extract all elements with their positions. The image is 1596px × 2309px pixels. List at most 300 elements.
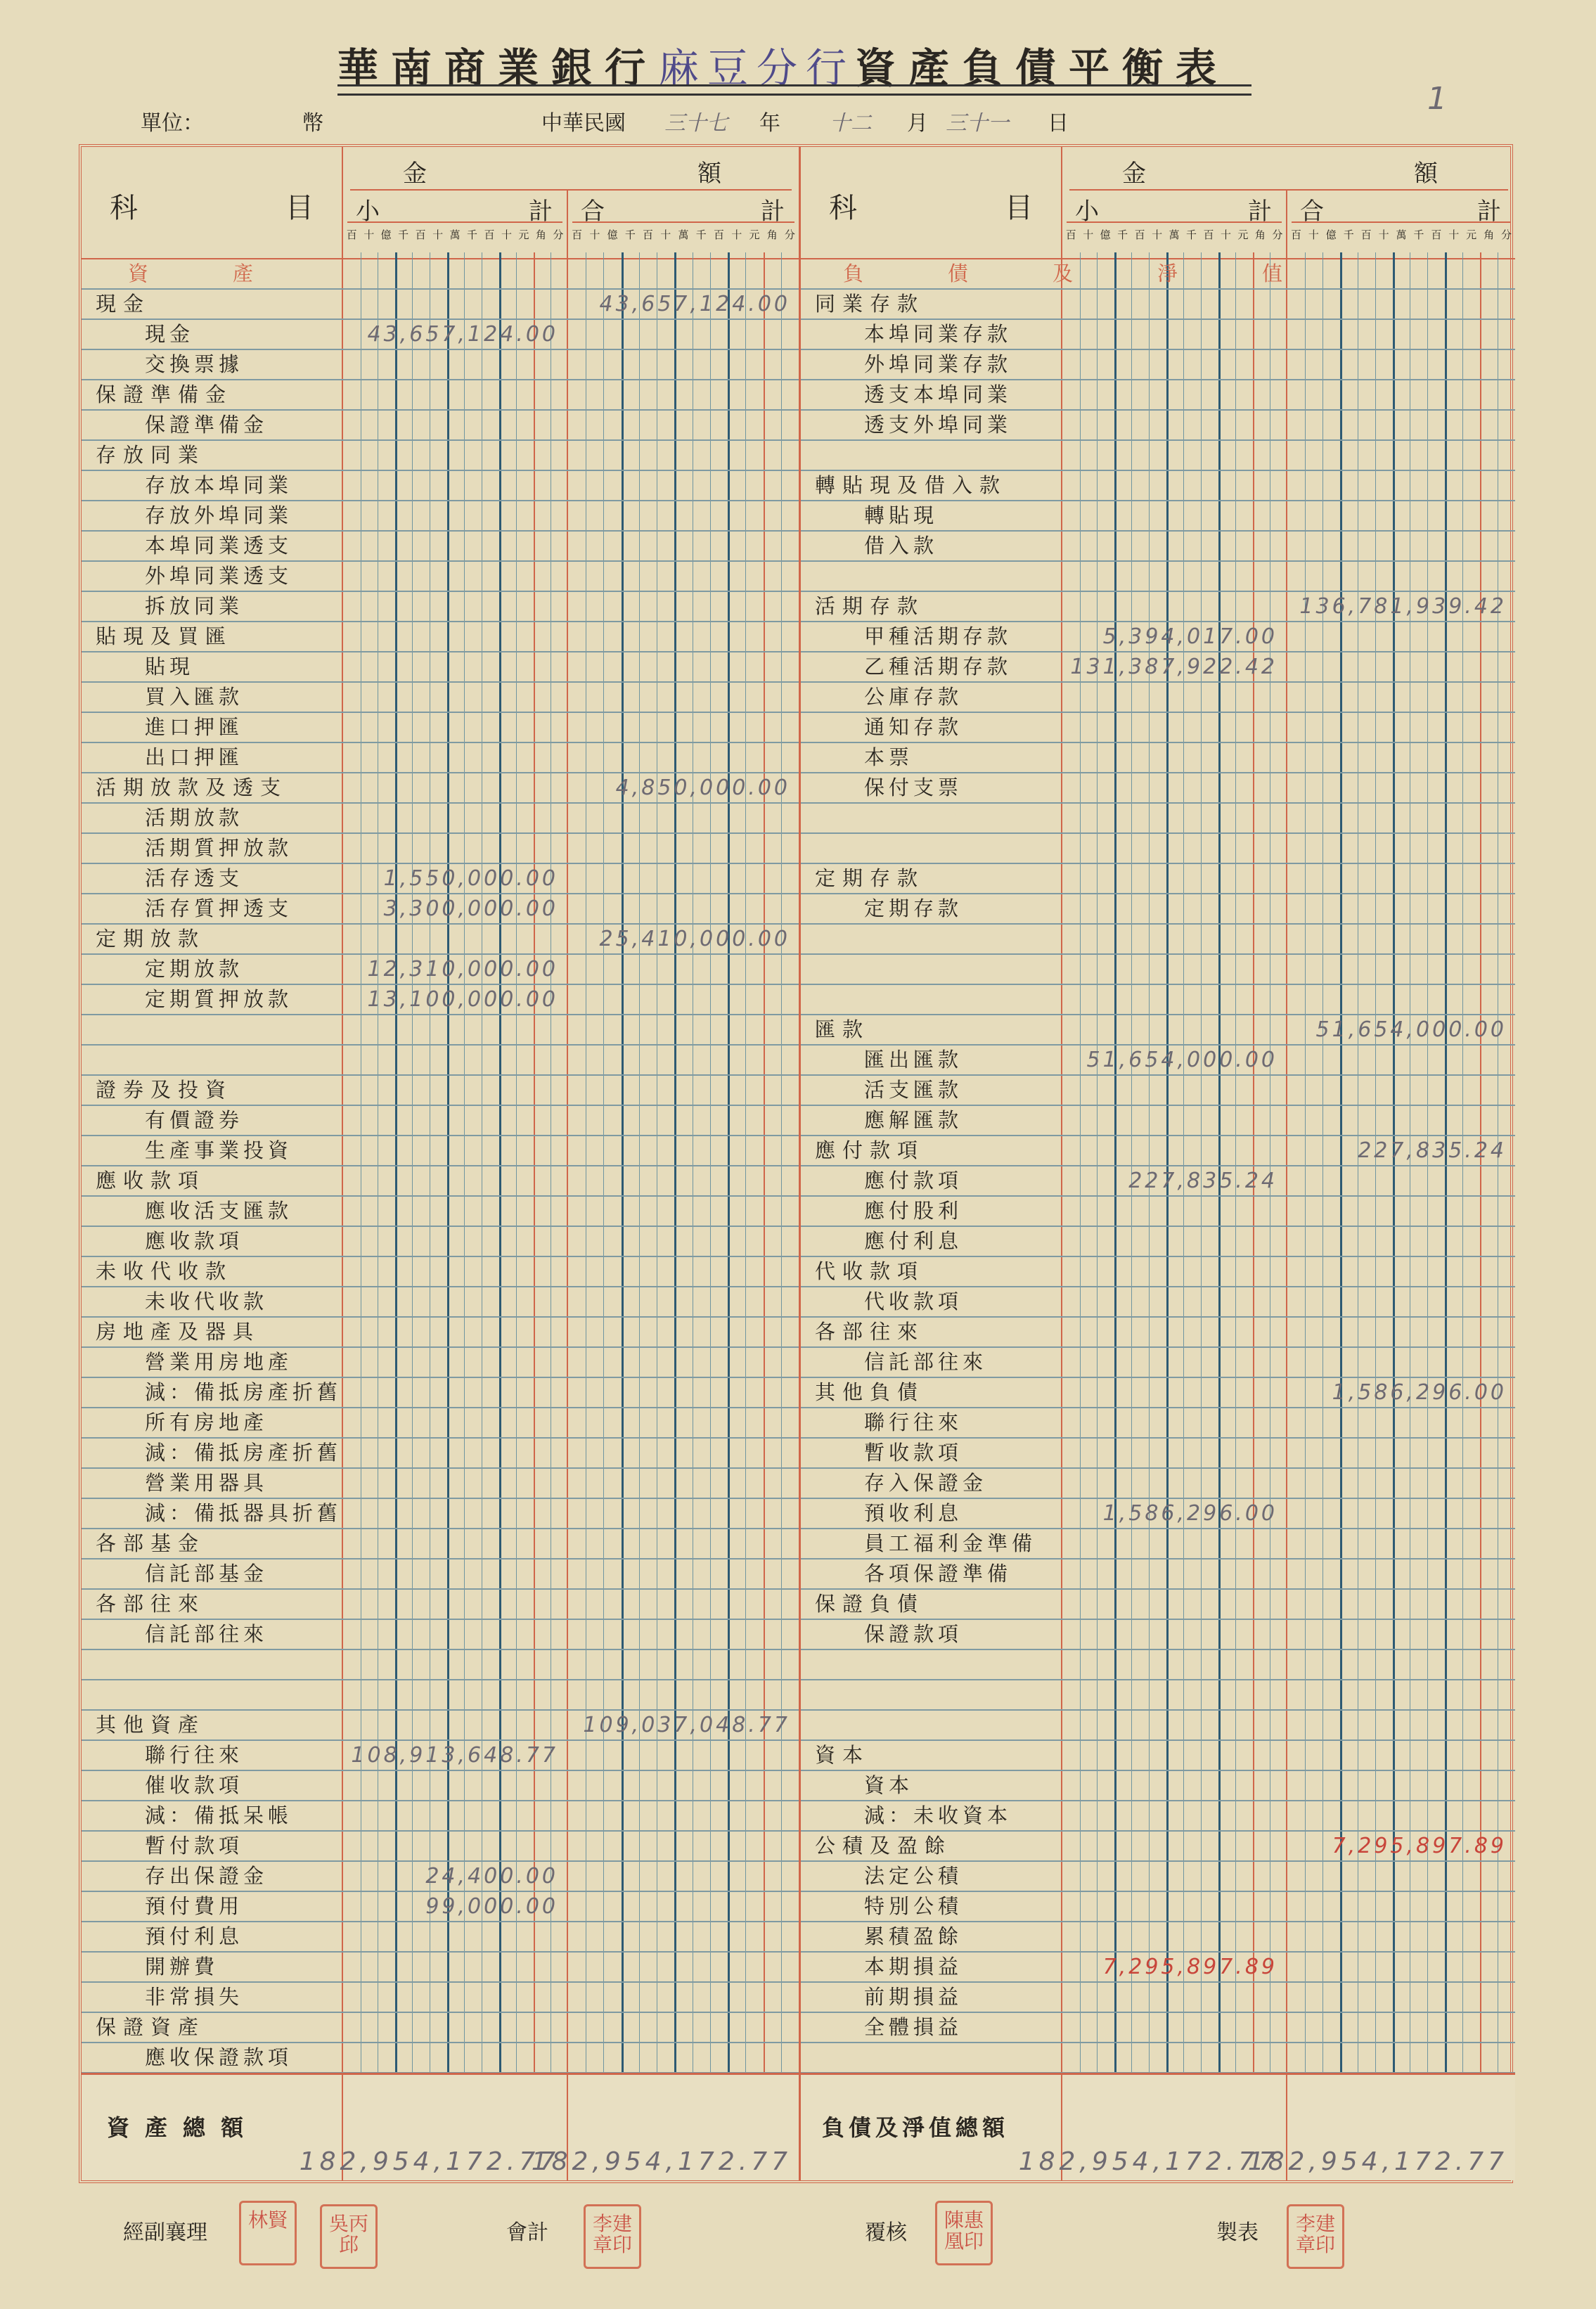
account-label — [801, 441, 1062, 470]
account-label: 其他資產 — [82, 1711, 343, 1739]
account-label: 前期損益 — [801, 1983, 1062, 2012]
account-label: 應收活支匯款 — [82, 1197, 343, 1226]
total-amount: 227,835.24 — [1358, 1138, 1507, 1163]
account-label: 員工福利金準備 — [801, 1529, 1062, 1558]
account-label: 進口押匯 — [82, 713, 343, 742]
ledger-row — [801, 320, 1515, 350]
subtotal-amount: 3,300,000.00 — [383, 896, 558, 921]
account-label: 各部往來 — [801, 1318, 1062, 1346]
digit-label: 千 — [1343, 229, 1354, 241]
seal-stamp: 林賢 — [239, 2201, 297, 2265]
subtotal-amount: 131,387,922.42 — [1070, 655, 1278, 679]
account-label: 暫收款項 — [801, 1439, 1062, 1467]
ledger-row — [801, 1408, 1515, 1439]
account-label: 貼現 — [82, 652, 343, 681]
account-label: 公庫存款 — [801, 683, 1062, 712]
subtotal-amount: 1,586,296.00 — [1102, 1501, 1278, 1526]
date-year: 三十七 — [664, 111, 728, 136]
document-title — [337, 35, 1251, 92]
account-label: 營業用器具 — [82, 1469, 343, 1498]
amount-header-e: 額 — [697, 160, 721, 188]
ledger-row — [82, 592, 799, 622]
account-label: 活期放款 — [82, 804, 343, 832]
account-label: 信託部往來 — [801, 1348, 1062, 1377]
account-label: 存放同業 — [82, 441, 343, 470]
ledger-row — [82, 1287, 799, 1318]
digit-label: 百 — [1360, 229, 1372, 241]
subtotal-amount: 1,550,000.00 — [383, 866, 558, 891]
section-header-row — [82, 259, 799, 290]
ledger-row — [801, 290, 1515, 320]
ledger-row — [82, 2013, 799, 2043]
ledger-row — [82, 1046, 799, 1076]
account-label: 外埠同業存款 — [801, 350, 1062, 379]
ledger-row — [801, 1318, 1515, 1348]
ledger-row — [82, 290, 799, 320]
ledger-row — [801, 1439, 1515, 1469]
account-label: 活期放款及透支 — [82, 773, 343, 802]
ledger-row — [801, 350, 1515, 380]
ledger-row — [801, 1076, 1515, 1106]
account-label: 存出保證金 — [82, 1862, 343, 1891]
ledger-row — [82, 1741, 799, 1771]
subtotal-header-b: 計 — [1248, 198, 1272, 226]
account-label: 減：未收資本 — [801, 1801, 1062, 1830]
account-label — [82, 1650, 343, 1679]
account-label: 預收利息 — [801, 1499, 1062, 1528]
digit-label: 萬 — [678, 229, 689, 241]
ledger-row — [82, 411, 799, 441]
digit-label: 角 — [1254, 229, 1266, 241]
subject-header — [801, 147, 1062, 259]
account-label: 其他負債 — [801, 1378, 1062, 1407]
account-label: 各部往來 — [82, 1590, 343, 1619]
ledger-row — [801, 1529, 1515, 1559]
ledger-row — [801, 1650, 1515, 1680]
date-month-label: 月 — [907, 111, 928, 136]
account-label: 買入匯款 — [82, 683, 343, 712]
ledger-row — [82, 1378, 799, 1408]
ledger-row — [801, 1197, 1515, 1227]
account-label: 借入款 — [801, 532, 1062, 560]
ledger-row — [801, 471, 1515, 501]
account-label: 貼現及買匯 — [82, 622, 343, 651]
ledger-row — [82, 683, 799, 713]
ledger-row — [82, 532, 799, 562]
ledger-row — [82, 894, 799, 925]
digit-label: 角 — [535, 229, 546, 241]
ledger-row — [82, 1227, 799, 1257]
account-label: 應收保證款項 — [82, 2043, 343, 2072]
digit-label: 億 — [380, 229, 392, 241]
digit-label: 百 — [643, 229, 654, 241]
account-label: 透支外埠同業 — [801, 411, 1062, 439]
ledger-row — [82, 1469, 799, 1499]
account-label: 保付支票 — [801, 773, 1062, 802]
ledger-row — [801, 864, 1515, 894]
digit-label: 百 — [415, 229, 426, 241]
account-label: 活期質押放款 — [82, 834, 343, 863]
account-label: 本期損益 — [801, 1953, 1062, 1981]
account-label: 保證款項 — [801, 1620, 1062, 1649]
account-label: 定期放款 — [82, 925, 343, 953]
ledger-row — [82, 804, 799, 834]
digit-label: 十 — [731, 229, 742, 241]
subtotal-amount: 43,657,124.00 — [367, 322, 558, 347]
account-label — [801, 1711, 1062, 1739]
account-label: 定期存款 — [801, 864, 1062, 893]
ledger-row — [82, 1650, 799, 1680]
ledger-row — [801, 1499, 1515, 1529]
digit-label: 十 — [501, 229, 512, 241]
ledger-row — [82, 1680, 799, 1711]
ledger-row — [801, 1046, 1515, 1076]
seal-stamp: 吳丙邱 — [320, 2204, 378, 2269]
ledger-row — [801, 1832, 1515, 1862]
assets-rows — [82, 259, 799, 2164]
total-header-b: 計 — [1477, 198, 1501, 226]
account-label: 聯行往來 — [801, 1408, 1062, 1437]
account-label: 資本 — [801, 1771, 1062, 1800]
ledger-row — [82, 1529, 799, 1559]
subtotal-amount: 7,295,897.89 — [1102, 1955, 1278, 1979]
account-label — [801, 562, 1062, 591]
ledger-row — [801, 622, 1515, 652]
ledger-row — [82, 1892, 799, 1922]
digit-label: 百 — [713, 229, 724, 241]
account-label: 保證負債 — [801, 1590, 1062, 1619]
subtotal-amount: 5,394,017.00 — [1102, 624, 1278, 649]
amount-header-jin: 金 — [403, 160, 427, 188]
digit-label: 千 — [398, 229, 409, 241]
digit-label: 千 — [1186, 229, 1197, 241]
ledger-row — [801, 1257, 1515, 1287]
account-label: 減：備抵房產折舊 — [82, 1439, 343, 1467]
amount-header-e: 額 — [1414, 160, 1438, 188]
ledger-row — [82, 1620, 799, 1650]
digit-labels — [343, 227, 567, 242]
amount-header — [343, 147, 799, 259]
ledger-row — [82, 652, 799, 683]
total-header — [568, 191, 799, 259]
subtotal-header-a: 小 — [1075, 198, 1099, 226]
grand-total-total: 182,954,172.77 — [1247, 2147, 1508, 2176]
assets-grand-total-row — [82, 2073, 799, 2180]
account-label: 應付利息 — [801, 1227, 1062, 1256]
ledger-row — [801, 1348, 1515, 1378]
digit-label: 百 — [1431, 229, 1442, 241]
ledger-row — [801, 652, 1515, 683]
ledger-row — [801, 2043, 1515, 2073]
total-header-a: 合 — [1300, 198, 1324, 226]
digit-label: 百 — [1134, 229, 1145, 241]
total-amount: 25,410,000.00 — [599, 927, 790, 951]
account-label: 保證準備金 — [82, 380, 343, 409]
seal-stamp: 陳惠凰印 — [935, 2201, 993, 2265]
ledger-row — [801, 773, 1515, 804]
digit-label: 千 — [1413, 229, 1424, 241]
grand-total-subtotal: 182,954,172.77 — [1018, 2147, 1279, 2176]
signature-role: 經副襄理 — [123, 2220, 207, 2245]
subtotal-amount: 13,100,000.00 — [367, 987, 558, 1012]
account-label: 現金 — [82, 290, 343, 319]
digit-label: 百 — [1203, 229, 1214, 241]
account-label: 暫付款項 — [82, 1832, 343, 1860]
account-label: 定期存款 — [801, 894, 1062, 923]
digit-label: 十 — [660, 229, 671, 241]
ledger-row — [801, 1378, 1515, 1408]
digit-label: 分 — [1501, 229, 1512, 241]
account-label: 轉貼現 — [801, 501, 1062, 530]
ledger-row — [801, 1680, 1515, 1711]
account-label — [801, 2043, 1062, 2072]
account-label: 有價證券 — [82, 1106, 343, 1135]
digit-label: 十 — [1152, 229, 1163, 241]
account-label: 存放外埠同業 — [82, 501, 343, 530]
account-label: 信託部基金 — [82, 1559, 343, 1588]
ledger-row — [82, 1922, 799, 1953]
subtotal-amount: 51,654,000.00 — [1086, 1048, 1278, 1072]
account-label: 保證資產 — [82, 2013, 343, 2042]
digit-label: 角 — [1484, 229, 1495, 241]
digit-label: 千 — [467, 229, 478, 241]
ledger-row — [801, 1801, 1515, 1832]
ledger-row — [801, 1106, 1515, 1136]
account-label: 應收款項 — [82, 1227, 343, 1256]
subtotal-amount: 227,835.24 — [1128, 1169, 1278, 1193]
ledger-row — [82, 1771, 799, 1801]
ledger-row — [801, 441, 1515, 471]
ledger-row — [801, 592, 1515, 622]
digit-label: 元 — [749, 229, 760, 241]
ledger-row — [82, 1408, 799, 1439]
ledger-row — [82, 562, 799, 592]
ledger-row — [82, 1801, 799, 1832]
ledger-row — [82, 1076, 799, 1106]
ledger-row — [82, 1953, 799, 1983]
ledger-row — [82, 713, 799, 743]
title-underline — [337, 84, 1251, 96]
account-label — [801, 834, 1062, 863]
ledger-row — [801, 380, 1515, 411]
grand-total-label: 資產總額 — [82, 2075, 343, 2180]
account-label — [801, 985, 1062, 1014]
account-label: 乙種活期存款 — [801, 652, 1062, 681]
ledger-row — [801, 1136, 1515, 1166]
grand-total-total: 182,954,172.77 — [531, 2147, 792, 2176]
amount-header — [1062, 147, 1515, 259]
grand-total-subtotal: 182,954,172.77 — [299, 2147, 560, 2176]
total-amount: 4,850,000.00 — [615, 776, 790, 800]
digit-label: 十 — [589, 229, 600, 241]
account-label: 活期存款 — [801, 592, 1062, 621]
account-label: 未收代收款 — [82, 1287, 343, 1316]
account-label: 催收款項 — [82, 1771, 343, 1800]
ledger-row — [801, 562, 1515, 592]
account-label — [82, 1015, 343, 1044]
account-label: 保證準備金 — [82, 411, 343, 439]
ledger-row — [82, 1348, 799, 1378]
account-label: 減：備抵呆帳 — [82, 1801, 343, 1830]
account-label: 減：備抵房產折舊 — [82, 1378, 343, 1407]
ledger-row — [82, 1015, 799, 1046]
section-label: 資產 — [82, 259, 343, 288]
subtotal-amount: 99,000.00 — [425, 1894, 558, 1919]
account-label: 各項保證準備 — [801, 1559, 1062, 1588]
subtotal-header-a: 小 — [356, 198, 380, 226]
digit-label: 千 — [1117, 229, 1128, 241]
ledger-row — [82, 955, 799, 985]
ledger-row — [801, 683, 1515, 713]
ledger-row — [82, 1166, 799, 1197]
signature-block — [0, 2201, 1596, 2306]
digit-label: 萬 — [1396, 229, 1407, 241]
digit-label: 千 — [695, 229, 707, 241]
account-label: 本票 — [801, 743, 1062, 772]
subtotal-header — [1062, 191, 1287, 259]
ledger-row — [82, 1559, 799, 1590]
total-amount: 51,654,000.00 — [1315, 1017, 1507, 1042]
section-label: 負債及淨值 — [801, 259, 1062, 288]
signature-role: 會計 — [506, 2220, 548, 2245]
account-label — [801, 925, 1062, 953]
seal-stamp: 李建章印 — [584, 2204, 641, 2269]
ledger-row — [82, 743, 799, 773]
account-label: 拆放同業 — [82, 592, 343, 621]
ledger-row — [82, 1318, 799, 1348]
account-label: 交換票據 — [82, 350, 343, 379]
account-label: 資本 — [801, 1741, 1062, 1770]
digit-labels — [568, 227, 799, 242]
digit-label: 十 — [1378, 229, 1389, 241]
ledger-row — [82, 1136, 799, 1166]
subject-header-m: 目 — [1005, 192, 1033, 224]
page-number: 1 — [1427, 81, 1447, 117]
account-label: 應付股利 — [801, 1197, 1062, 1226]
digit-label: 億 — [1325, 229, 1337, 241]
account-label: 未收代收款 — [82, 1257, 343, 1286]
account-label — [82, 1046, 343, 1074]
total-amount: 109,037,048.77 — [583, 1713, 790, 1737]
assets-half — [82, 147, 799, 2180]
digit-labels — [1062, 227, 1286, 242]
ledger-row — [801, 1469, 1515, 1499]
liabilities-rows — [801, 259, 1515, 2164]
account-label: 所有房地產 — [82, 1408, 343, 1437]
account-label: 存入保證金 — [801, 1469, 1062, 1498]
digit-label: 千 — [624, 229, 636, 241]
account-label: 法定公積 — [801, 1862, 1062, 1891]
ledger-row — [801, 1922, 1515, 1953]
subtotal-header-b: 計 — [529, 198, 553, 226]
account-label: 活存透支 — [82, 864, 343, 893]
account-label: 信託部往來 — [82, 1620, 343, 1649]
ledger-row — [801, 743, 1515, 773]
ledger-row — [801, 985, 1515, 1015]
bank-name: 華南商業銀行 — [337, 44, 659, 92]
ledger-row — [82, 1983, 799, 2013]
date-month: 十二 — [830, 111, 872, 136]
ledger-row — [82, 1439, 799, 1469]
account-label: 本埠同業透支 — [82, 532, 343, 560]
total-header-a: 合 — [581, 198, 605, 226]
liabilities-grand-total-row — [801, 2073, 1515, 2180]
account-label: 轉貼現及借入款 — [801, 471, 1062, 500]
ledger-row — [82, 1590, 799, 1620]
digit-label: 百 — [346, 229, 357, 241]
account-label: 房地產及器具 — [82, 1318, 343, 1346]
total-amount: 136,781,939.42 — [1299, 594, 1507, 619]
ledger-row — [801, 1559, 1515, 1590]
ledger-row — [801, 411, 1515, 441]
ledger-row — [801, 1015, 1515, 1046]
account-label: 通知存款 — [801, 713, 1062, 742]
account-label — [82, 1680, 343, 1709]
account-label: 定期質押放款 — [82, 985, 343, 1014]
ledger-row — [801, 2013, 1515, 2043]
branch-name: 麻豆分行 — [658, 44, 856, 92]
ledger-row — [801, 955, 1515, 985]
account-label: 應收款項 — [82, 1166, 343, 1195]
account-label — [801, 1650, 1062, 1679]
account-label: 匯款 — [801, 1015, 1062, 1044]
account-label — [801, 1680, 1062, 1709]
ledger-row — [801, 925, 1515, 955]
subtotal-amount: 24,400.00 — [425, 1864, 558, 1889]
total-header — [1287, 191, 1515, 259]
ledger-row — [82, 925, 799, 955]
account-label: 外埠同業透支 — [82, 562, 343, 591]
signature-role: 製表 — [1216, 2220, 1259, 2245]
ledger-row — [82, 622, 799, 652]
account-label: 開辦費 — [82, 1953, 343, 1981]
ledger-row — [801, 1862, 1515, 1892]
ledger-row — [82, 441, 799, 471]
account-label: 特別公積 — [801, 1892, 1062, 1921]
account-label: 減：備抵器具折舊 — [82, 1499, 343, 1528]
account-label: 預付利息 — [82, 1922, 343, 1951]
account-label: 出口押匯 — [82, 743, 343, 772]
balance-sheet-table — [79, 144, 1513, 2183]
digit-label: 萬 — [449, 229, 461, 241]
account-label: 證券及投資 — [82, 1076, 343, 1105]
digit-label: 元 — [1466, 229, 1477, 241]
ledger-row — [801, 1590, 1515, 1620]
digit-label: 十 — [1083, 229, 1094, 241]
date-day: 三十一 — [946, 111, 1009, 136]
digit-label: 萬 — [1169, 229, 1180, 241]
account-label: 代收款項 — [801, 1257, 1062, 1286]
subject-header — [82, 147, 343, 259]
date-prefix: 中華民國 — [541, 111, 626, 136]
digit-label: 元 — [1237, 229, 1249, 241]
ledger-row — [801, 1892, 1515, 1922]
ledger-row — [82, 1499, 799, 1529]
digit-labels — [1287, 227, 1515, 242]
ledger-row — [801, 532, 1515, 562]
account-label: 聯行往來 — [82, 1741, 343, 1770]
ledger-row — [801, 804, 1515, 834]
section-header-row — [801, 259, 1515, 290]
date-year-label: 年 — [759, 111, 780, 136]
liabilities-half — [799, 147, 1515, 2180]
digit-label: 百 — [1290, 229, 1301, 241]
digit-label: 百 — [484, 229, 495, 241]
ledger-row — [801, 713, 1515, 743]
seal-stamp: 李建章印 — [1287, 2204, 1344, 2269]
ledger-row — [82, 1711, 799, 1741]
subtotal-header — [343, 191, 568, 259]
